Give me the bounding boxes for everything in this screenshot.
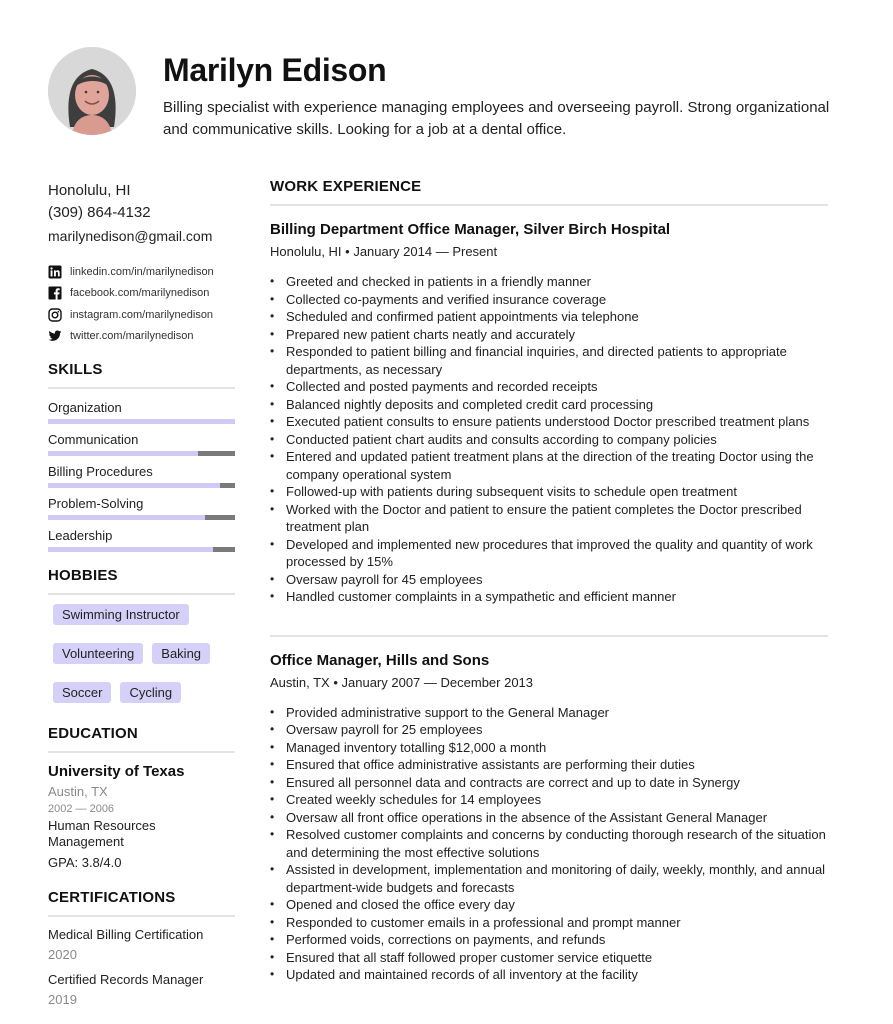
hobby-tag: Swimming Instructor xyxy=(53,604,189,625)
main-content xyxy=(270,178,828,984)
resume-header xyxy=(48,47,848,147)
candidate-name: Marilyn Edison xyxy=(163,52,387,88)
facebook-url: facebook.com/marilynedison xyxy=(70,287,210,300)
school-location: Austin, TX xyxy=(48,784,108,799)
instagram-icon xyxy=(48,308,62,322)
certifications-section xyxy=(48,889,235,1007)
social-link-linkedin[interactable] xyxy=(48,261,235,283)
bullet-item: • Opened and closed the office every day xyxy=(270,896,828,914)
job-meta: Honolulu, HI • January 2014 — Present xyxy=(270,244,498,259)
hobby-tag: Soccer xyxy=(53,682,111,703)
bullet-item: • Provided administrative support to the General Manager xyxy=(270,704,828,722)
skills-heading: SKILLS xyxy=(48,361,103,378)
instagram-url: instagram.com/marilynedison xyxy=(70,308,214,321)
job-title: Billing Department Office Manager, Silver Birch Hospital xyxy=(270,221,671,238)
divider xyxy=(48,751,235,753)
skill-bar xyxy=(48,547,235,552)
certifications-heading: CERTIFICATIONS xyxy=(48,889,176,906)
education-heading: EDUCATION xyxy=(48,725,138,742)
divider xyxy=(270,204,828,206)
skill-item xyxy=(48,523,235,555)
skill-bar-fill xyxy=(48,483,220,488)
job-entry xyxy=(270,652,828,984)
skill-bar xyxy=(48,515,235,520)
education-section xyxy=(48,725,235,870)
job-entry xyxy=(270,221,828,606)
cert-year: 2020 xyxy=(48,947,77,962)
skill-item xyxy=(48,491,235,523)
bullet-item: • Resolved customer complaints and concerns by conducting thorough research of the situation and determining the most effective solutions xyxy=(270,826,828,861)
bullet-item: • Prepared new patient charts neatly and accurately xyxy=(270,326,828,344)
hobby-tag: Cycling xyxy=(120,682,181,703)
bullet-item: • Executed patient consults to ensure patients understood Doctor prescribed treatment plans xyxy=(270,413,828,431)
skills-section xyxy=(48,361,235,555)
school-years: 2002 — 2006 xyxy=(48,803,115,815)
bullet-item: • Greeted and checked in patients in a friendly manner xyxy=(270,273,828,291)
bullet-item: • Developed and implemented new procedures that improved the quality and quantity of work processed by 15% xyxy=(270,536,828,571)
summary-text: Billing specialist with experience managing employees and overseeing payroll. Strong organizational and communicative skills. Looking for a job at a dental office. xyxy=(163,99,830,138)
skill-label: Communication xyxy=(48,432,139,447)
linkedin-url: linkedin.com/in/marilynedison xyxy=(70,265,214,278)
social-links xyxy=(48,261,235,347)
job-bullets xyxy=(270,704,828,984)
bullet-item: • Updated and maintained records of all inventory at the facility xyxy=(270,966,828,984)
job-meta: Austin, TX • January 2007 — December 2013 xyxy=(270,674,534,690)
social-link-twitter[interactable] xyxy=(48,326,235,348)
facebook-icon xyxy=(48,286,62,300)
skill-bar xyxy=(48,451,235,456)
bullet-item: • Entered and updated patient treatment plans at the direction of the treating Doctor using the company operational system xyxy=(270,448,828,483)
bullet-item: • Collected and posted payments and recorded receipts xyxy=(270,378,828,396)
bullet-item: • Assisted in development, implementation and monitoring of daily, weekly, monthly, and annual department-wide budgets and forecasts xyxy=(270,861,828,896)
contact-location: Honolulu, HI xyxy=(48,182,131,199)
hobbies-heading: HOBBIES xyxy=(48,567,118,584)
skill-item xyxy=(48,395,235,427)
divider xyxy=(270,635,828,637)
bullet-item: • Balanced nightly deposits and completed credit card processing xyxy=(270,396,828,414)
hobby-tag: Baking xyxy=(152,643,210,664)
sidebar xyxy=(48,180,235,1007)
bullet-item: • Responded to patient billing and financial inquiries, and directed patients to appropriate departments, as necessary xyxy=(270,343,828,378)
twitter-icon xyxy=(48,329,62,343)
skill-label: Organization xyxy=(48,400,122,415)
bullet-item: • Performed voids, corrections on payments, and refunds xyxy=(270,931,828,949)
cert-name: Certified Records Manager xyxy=(48,972,204,987)
bullet-item: • Worked with the Doctor and patient to ensure the patient completes the Doctor prescribed treatment plan xyxy=(270,501,828,536)
school-name: University of Texas xyxy=(48,763,185,780)
bullet-item: • Collected co-payments and verified insurance coverage xyxy=(270,291,828,309)
social-link-facebook[interactable] xyxy=(48,283,235,305)
contact-phone: (309) 864-4132 xyxy=(48,204,151,221)
linkedin-icon xyxy=(48,265,62,279)
skill-label: Billing Procedures xyxy=(48,464,153,479)
bullet-item: • Oversaw payroll for 25 employees xyxy=(270,721,828,739)
skill-bar xyxy=(48,419,235,424)
cert-name: Medical Billing Certification xyxy=(48,927,204,942)
skill-bar-fill xyxy=(48,547,213,552)
hobby-tag: Volunteering xyxy=(53,643,143,664)
hobby-tags xyxy=(48,595,235,703)
degree: Human Resources Management xyxy=(48,818,156,849)
bullet-item: • Scheduled and confirmed patient appointments via telephone xyxy=(270,308,828,326)
bullet-item: • Ensured that office administrative assistants are performing their duties xyxy=(270,756,828,774)
divider xyxy=(48,915,235,917)
bullet-item: • Oversaw all front office operations in the absence of the Assistant General Manager xyxy=(270,809,828,827)
hobbies-section xyxy=(48,567,235,703)
bullet-item: • Conducted patient chart audits and consults according to company policies xyxy=(270,431,828,449)
cert-year: 2019 xyxy=(48,992,77,1007)
skill-label: Leadership xyxy=(48,528,113,543)
work-experience-heading: WORK EXPERIENCE xyxy=(270,178,422,195)
skill-bar-fill xyxy=(48,419,235,424)
profile-photo-icon xyxy=(48,47,136,135)
skill-item xyxy=(48,459,235,491)
skill-bar xyxy=(48,483,235,488)
twitter-url: twitter.com/marilynedison xyxy=(70,330,194,343)
gpa: GPA: 3.8/4.0 xyxy=(48,855,122,870)
social-link-instagram[interactable] xyxy=(48,304,235,326)
skill-bar-fill xyxy=(48,451,198,456)
bullet-item: • Created weekly schedules for 14 employees xyxy=(270,791,828,809)
bullet-item: • Ensured that all staff followed proper customer service etiquette xyxy=(270,949,828,967)
bullet-item: • Oversaw payroll for 45 employees xyxy=(270,571,828,589)
avatar xyxy=(48,47,136,135)
bullet-item: • Responded to customer emails in a professional and prompt manner xyxy=(270,914,828,932)
skill-item xyxy=(48,427,235,459)
divider xyxy=(48,387,235,389)
skill-label: Problem-Solving xyxy=(48,496,144,511)
contact-email[interactable]: marilynedison@gmail.com xyxy=(48,228,213,244)
job-title: Office Manager, Hills and Sons xyxy=(270,651,490,669)
bullet-item: • Followed-up with patients during subsequent visits to schedule open treatment xyxy=(270,483,828,501)
bullet-item: • Ensured all personnel data and contracts are correct and up to date in Synergy xyxy=(270,774,828,792)
bullet-item: • Handled customer complaints in a sympathetic and efficient manner xyxy=(270,588,828,606)
bullet-item: • Managed inventory totalling $12,000 a month xyxy=(270,739,828,757)
job-bullets xyxy=(270,273,828,606)
skill-bar-fill xyxy=(48,515,205,520)
